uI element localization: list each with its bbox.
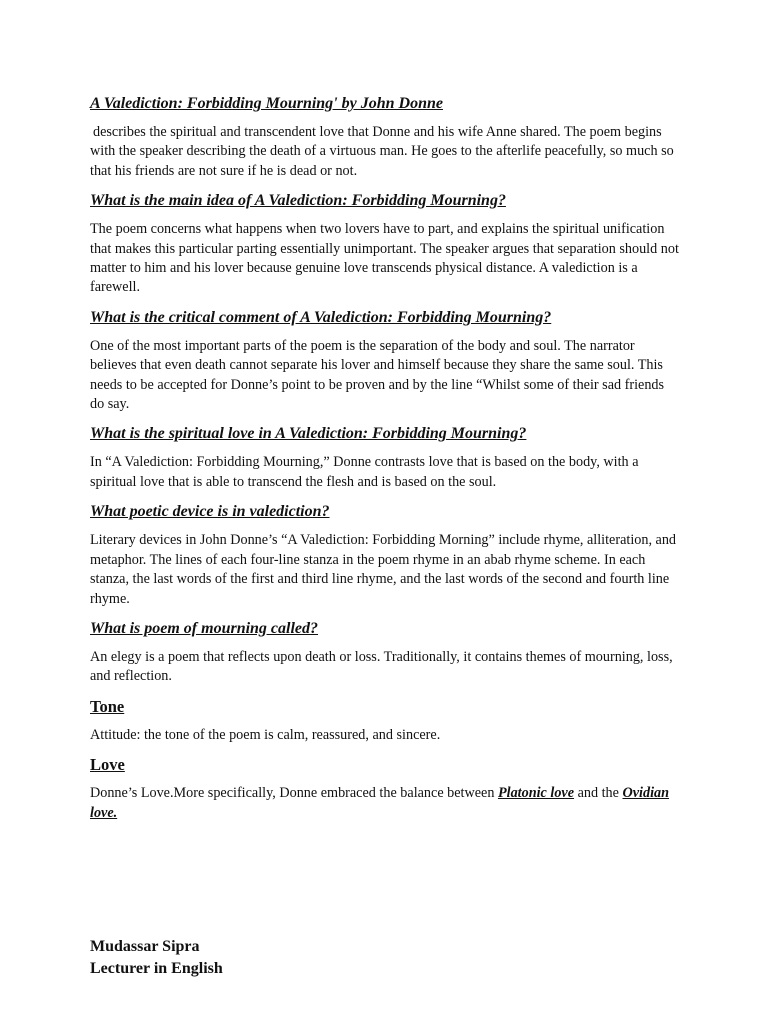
section-heading-critical-comment: What is the critical comment of A Valediction: Forbidding Mourning? [90,308,552,326]
section-heading-love: Love [90,755,125,775]
love-body-mid: and the [574,785,623,802]
section-body-love [90,784,680,823]
author-name: Mudassar Sipra [90,938,200,955]
section-body-critical-comment: One of the most important parts of the poem is the separation of the body and soul. The narrator believes that even death cannot separate his lover and himself because they share the same soul. This needs to be accepted for Donne’s point to be proven and by the line “Whilst some of their sad friends do say. [90,337,665,413]
platonic-love-term: Platonic love [497,785,575,802]
author-role: Lecturer in English [90,960,223,977]
section-body-tone: Attitude: the tone of the poem is calm, reassured, and sincere. [90,726,441,743]
section-heading-main-idea: What is the main idea of A Valediction: Forbidding Mourning? [90,192,506,210]
section-body-mourning-poem: An elegy is a poem that reflects upon death or loss. Traditionally, it contains themes of mourning, loss, and reflection. [90,648,673,685]
intro-paragraph: describes the spiritual and transcendent love that Donne and his wife Anne shared. The poem begins with the speaker describing the death of a virtuous man. He goes to the afterlife peacefully, so much so that his friends are not sure if he is dead or not. [90,124,674,179]
section-heading-tone: Tone [90,696,125,716]
section-heading-mourning-poem: What is poem of mourning called? [90,619,319,637]
love-body-start: Donne’s Love.More specifically, Donne embraced the balance between [90,785,498,802]
document-title: A Valediction: Forbidding Mourning' by John Donne [90,95,443,112]
section-body-main-idea: The poem concerns what happens when two lovers have to part, and explains the spiritual unification that makes this particular parting essentially unimportant. The speaker argues that separation should not matter to him and his lover because genuine love transcends physical distance. A valediction is a farewell. [90,221,679,296]
section-heading-poetic-device: What poetic device is in valediction? [90,503,330,521]
ovidian-love-term: Ovidian love. [90,785,670,821]
section-body-poetic-device: Literary devices in John Donne’s “A Valediction: Forbidding Morning” include rhyme, alliteration, and metaphor. The lines of each four-line stanza in the poem rhyme in an abab rhyme scheme. In each stanza, the last words of the first and third line rhyme, and the last words of the second and fourth line rhyme. [90,532,677,607]
section-body-spiritual-love: In “A Valediction: Forbidding Mourning,” Donne contrasts love that is based on the body, with a spiritual love that is able to transcend the flesh and is based on the soul. [90,454,639,490]
author-signature [90,936,223,980]
section-heading-spiritual-love: What is the spiritual love in A Valediction: Forbidding Mourning? [90,425,527,443]
document-body [90,93,680,832]
